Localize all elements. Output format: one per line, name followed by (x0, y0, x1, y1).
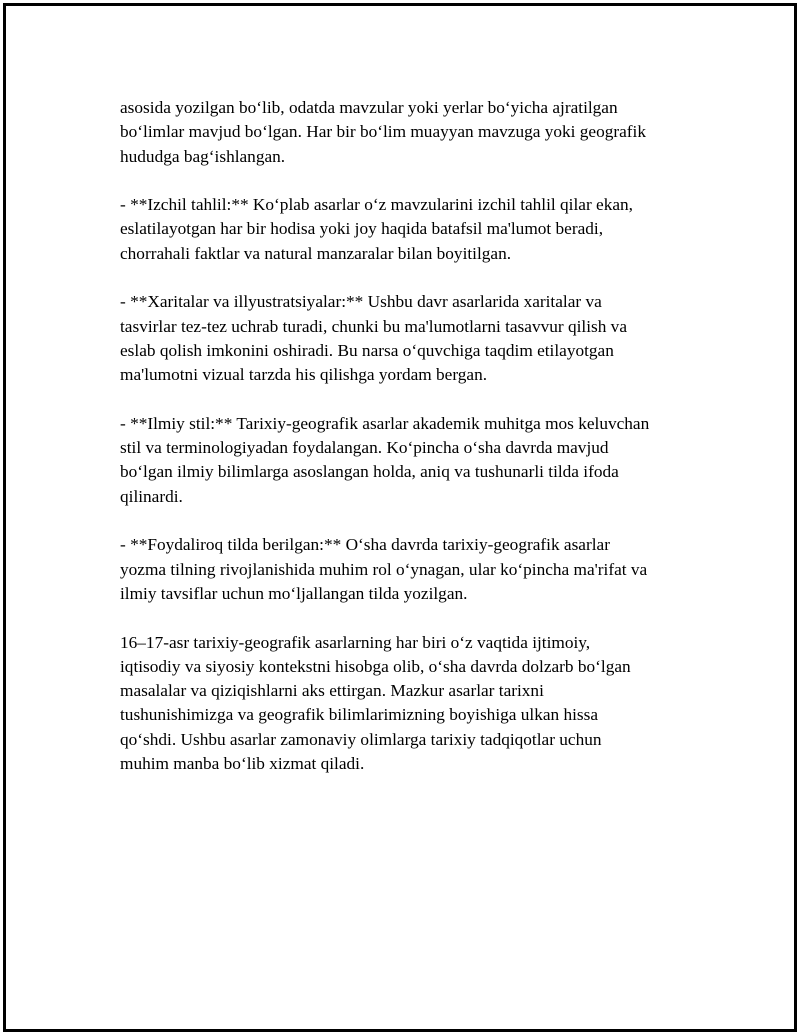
text-line: stil va terminologiyadan foydalangan. Koʻpincha oʻsha davrda mavjud (120, 438, 609, 458)
text-line: masalalar va qiziqishlarni aks ettirgan. Mazkur asarlar tarixni (120, 681, 544, 701)
text-line: iqtisodiy va siyosiy kontekstni hisobga olib, oʻsha davrda dolzarb boʻlgan (120, 656, 631, 676)
text-line: tasvirlar tez-tez uchrab turadi, chunki bu ma'lumotlarni tasavvur qilish va (120, 316, 627, 336)
text-line: eslatilayotgan har bir hodisa yoki joy haqida batafsil ma'lumot beradi, (120, 219, 604, 239)
text-line: hududga bagʻishlangan. (120, 146, 286, 166)
text-line: tushunishimizga va geografik bilimlarimizning boyishiga ulkan hissa (120, 705, 599, 725)
text-line: asosida yozilgan boʻlib, odatda mavzular yoki yerlar boʻyicha ajratilgan (120, 98, 618, 117)
paragraph-intro (120, 96, 700, 169)
paragraph-ilmiy-stil (120, 412, 700, 509)
text-line: eslab qolish imkonini oshiradi. Bu narsa oʻquvchiga taqdim etilayotgan (120, 340, 614, 360)
text-line: - **Foydaliroq tilda berilgan:** Oʻsha davrda tarixiy-geografik asarlar (120, 535, 610, 555)
text-line: boʻlgan ilmiy bilimlarga asoslangan holda, aniq va tushunarli tilda ifoda (120, 462, 619, 482)
text-line: ilmiy tavsiflar uchun moʻljallangan tilda yozilgan. (120, 583, 468, 603)
paragraph-foydaliroq (120, 533, 700, 606)
text-line: yozma tilning rivojlanishida muhim rol oʻynagan, ular koʻpincha ma'rifat va (120, 559, 648, 579)
text-line: ma'lumotni vizual tarzda his qilishga yordam bergan. (120, 365, 488, 385)
paragraph-xaritalar (120, 290, 700, 387)
text-line: muhim manba boʻlib xizmat qiladi. (120, 754, 365, 774)
document-page (3, 3, 797, 1032)
text-line: chorrahali faktlar va natural manzaralar bilan boyitilgan. (120, 243, 512, 263)
text-line: - **Xaritalar va illyustratsiyalar:** Ushbu davr asarlarida xaritalar va (120, 292, 602, 312)
text-line: qoʻshdi. Ushbu asarlar zamonaviy olimlarga tarixiy tadqiqotlar uchun (120, 729, 602, 749)
text-line: boʻlimlar mavjud boʻlgan. Har bir boʻlim muayyan mavzuga yoki geografik (120, 122, 646, 142)
text-line: - **Ilmiy stil:** Tarixiy-geografik asarlar akademik muhitga mos keluvchan (120, 413, 650, 433)
text-line: qilinardi. (120, 486, 183, 506)
document-body (120, 96, 700, 801)
text-line: - **Izchil tahlil:** Koʻplab asarlar oʻz mavzularini izchil tahlil qilar ekan, (120, 195, 633, 215)
text-line: 16–17-asr tarixiy-geografik asarlarning har biri oʻz vaqtida ijtimoiy, (120, 632, 591, 652)
paragraph-conclusion (120, 631, 700, 777)
paragraph-izchil-tahlil (120, 193, 700, 266)
